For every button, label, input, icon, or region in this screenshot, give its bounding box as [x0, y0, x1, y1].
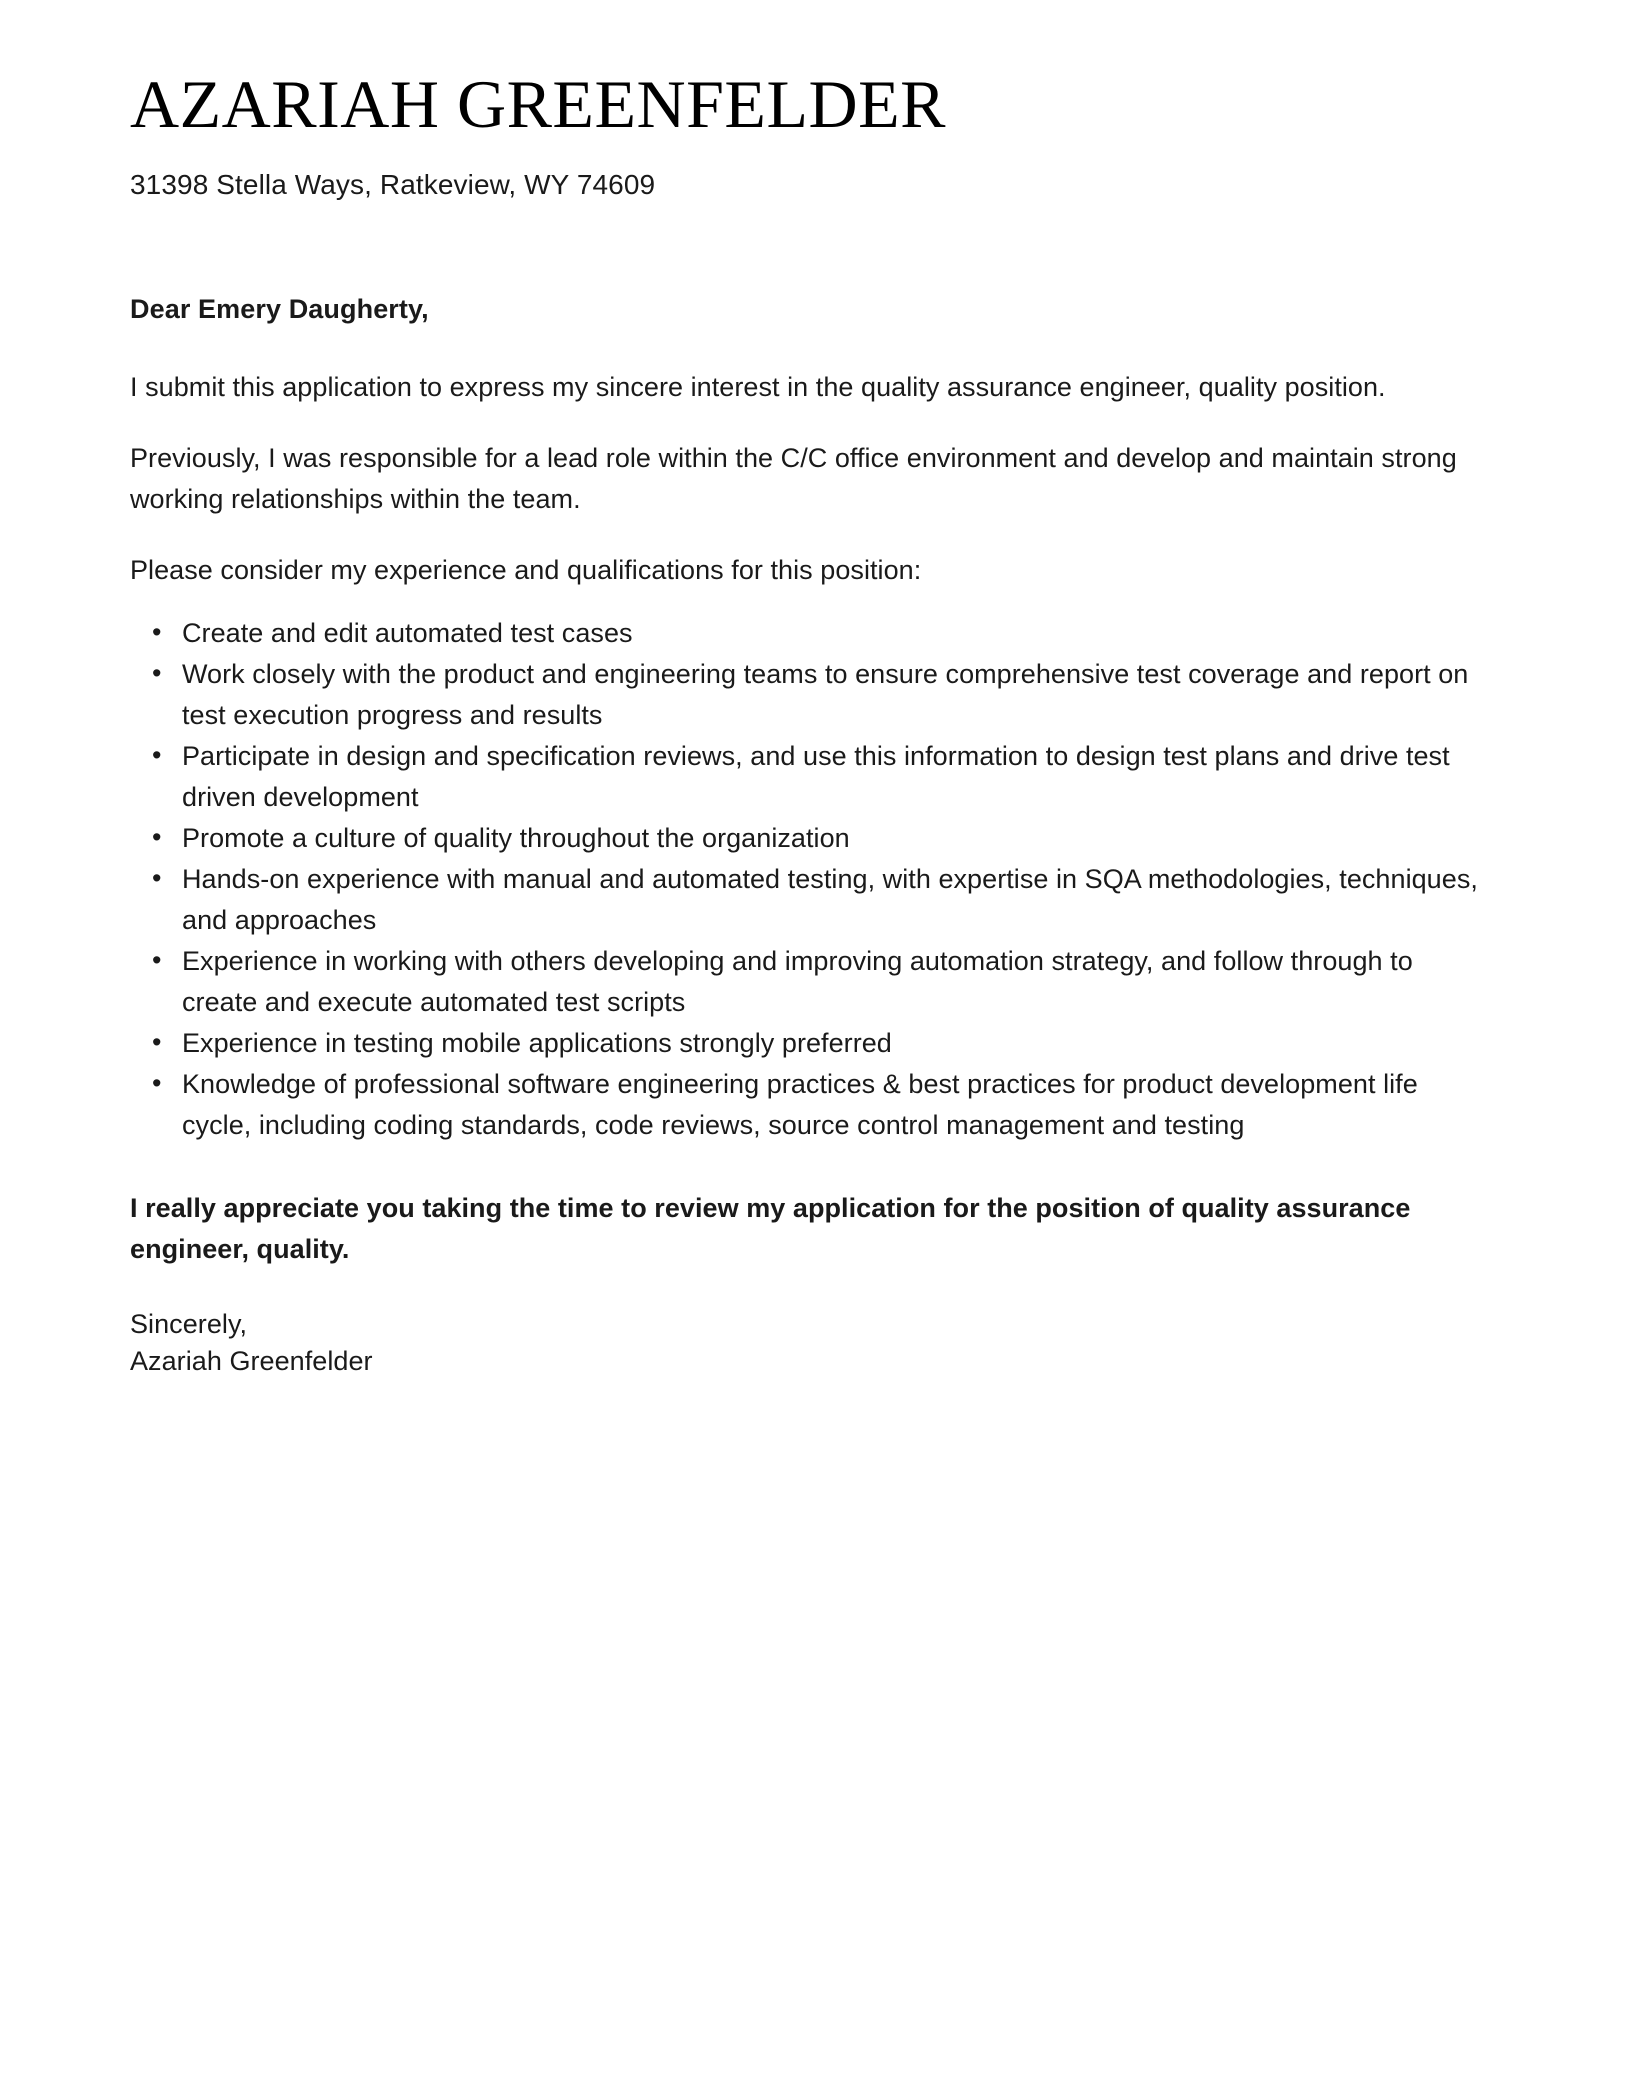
experience-paragraph: Previously, I was responsible for a lead role within the C/C office environment and develop and maintain strong working relationships within the team.	[130, 442, 1457, 514]
intro-paragraph: I submit this application to express my sincere interest in the quality assurance engineer, quality position.	[130, 371, 1386, 402]
qualifications-list	[130, 613, 1490, 1146]
list-item: • Hands-on experience with manual and automated testing, with expertise in SQA methodologies, techniques, and approaches	[130, 859, 1490, 941]
list-item: • Experience in working with others developing and improving automation strategy, and follow through to create and execute automated test scripts	[130, 941, 1490, 1023]
letter-header	[130, 0, 1490, 204]
letter-body	[130, 290, 1490, 1380]
salutation: Dear Emery Daugherty,	[130, 293, 429, 324]
signoff-name: Azariah Greenfelder	[130, 1346, 373, 1377]
applicant-name: AZARIAH GREENFELDER	[130, 66, 947, 142]
list-item: • Create and edit automated test cases	[130, 613, 1490, 654]
applicant-address: 31398 Stella Ways, Ratkeview, WY 74609	[130, 169, 656, 201]
list-item: • Knowledge of professional software engineering practices & best practices for product development life cycle, including coding standards, code reviews, source control management and testing	[130, 1064, 1490, 1146]
list-item: • Work closely with the product and engineering teams to ensure comprehensive test coverage and report on test execution progress and results	[130, 654, 1490, 736]
list-item: • Promote a culture of quality throughout the organization	[130, 818, 1490, 859]
list-item: • Experience in testing mobile applications strongly preferred	[130, 1023, 1490, 1064]
qualifications-lead-in: Please consider my experience and qualifications for this position:	[130, 554, 922, 585]
signoff-closing: Sincerely,	[130, 1309, 248, 1340]
list-item: • Participate in design and specification reviews, and use this information to design test plans and drive test driven development	[130, 736, 1490, 818]
signoff-block	[130, 1306, 1490, 1379]
letter-content	[130, 0, 1490, 1380]
closing-statement: I really appreciate you taking the time to review my application for the position of quality assurance engineer, quality.	[130, 1193, 1411, 1265]
